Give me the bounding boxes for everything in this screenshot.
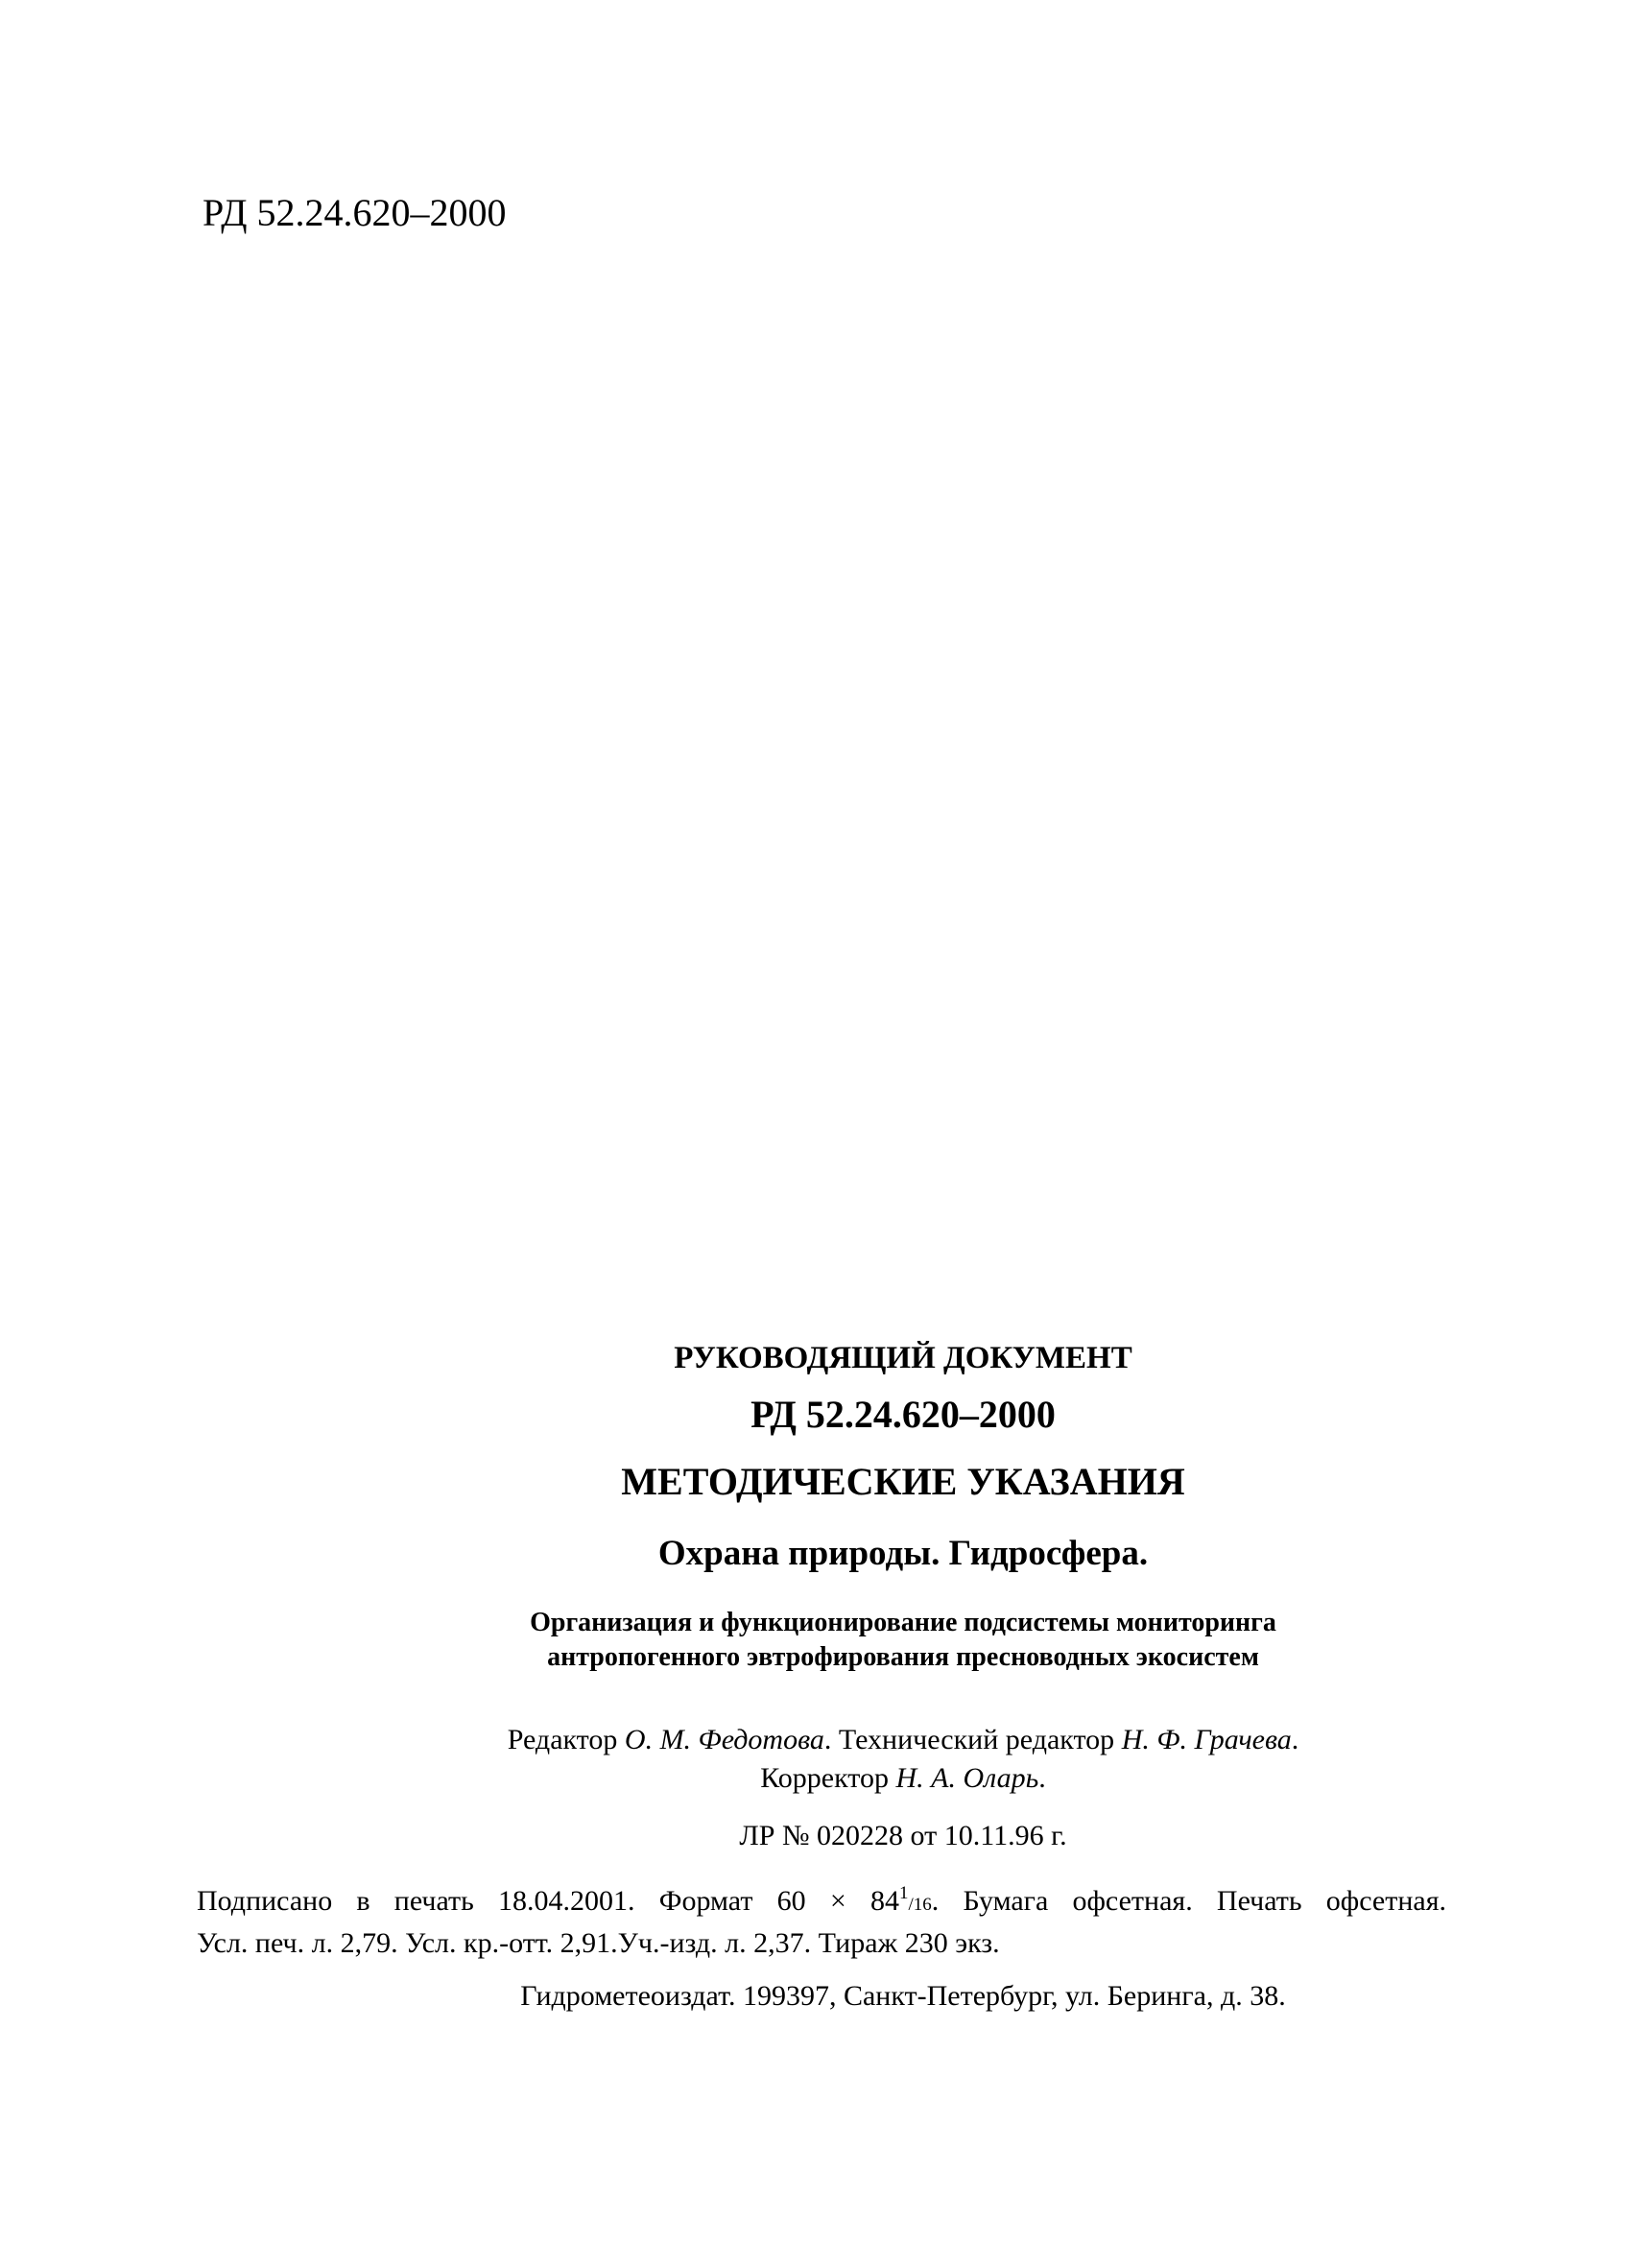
- editors-line: Редактор О. М. Федотова. Технический редактор Н. Ф. Грачева.: [507, 1724, 1299, 1755]
- format-sup: 1: [899, 1883, 909, 1903]
- format-fraction: [899, 1883, 932, 1915]
- print-info: [197, 1874, 1446, 1963]
- tech-editor-label: Технический редактор: [838, 1724, 1122, 1755]
- document-title-line-2: антропогенного эвтрофирования пресноводных экосистем: [547, 1642, 1259, 1672]
- print-line-signed: [197, 1874, 1446, 1924]
- editor-label: Редактор: [507, 1724, 625, 1755]
- document-title: [82, 1606, 1643, 1675]
- editor-name: О. М. Федотова: [624, 1724, 824, 1755]
- corrector-label: Корректор: [760, 1762, 896, 1794]
- document-code: РД 52.24.620–2000: [750, 1393, 1056, 1436]
- document-type: РУКОВОДЯЩИЙ ДОКУМЕНТ: [674, 1341, 1132, 1375]
- print-line-sheets: Усл. печ. л. 2,79. Усл. кр.-отт. 2,91.Уч.-изд. л. 2,37. Тираж 230 экз.: [197, 1927, 1000, 1959]
- publisher-address: Гидрометеоиздат. 199397, Санкт-Петербург, ул. Беринга, д. 38.: [520, 1980, 1286, 2012]
- corrector-line: Корректор Н. А. Оларь.: [760, 1762, 1046, 1794]
- license-number: ЛР № 020228 от 10.11.96 г.: [739, 1820, 1067, 1851]
- editors-block: [82, 1721, 1643, 1798]
- paper-print-text: . Бумага офсетная. Печать офсетная.: [931, 1885, 1446, 1917]
- document-subject: Охрана природы. Гидросфера.: [657, 1534, 1149, 1573]
- format-sub: /16: [908, 1895, 932, 1915]
- tech-editor-name: Н. Ф. Грачева: [1121, 1724, 1292, 1755]
- document-kind: МЕТОДИЧЕСКИЕ УКАЗАНИЯ: [621, 1460, 1185, 1503]
- header-document-code: РД 52.24.620–2000: [202, 191, 507, 234]
- document-title-line-1: Организация и функционирование подсистемы мониторинга: [530, 1608, 1276, 1637]
- signed-text: Подписано в печать 18.04.2001. Формат 60 × 84: [197, 1885, 899, 1917]
- corrector-name: Н. А. Оларь: [895, 1762, 1039, 1794]
